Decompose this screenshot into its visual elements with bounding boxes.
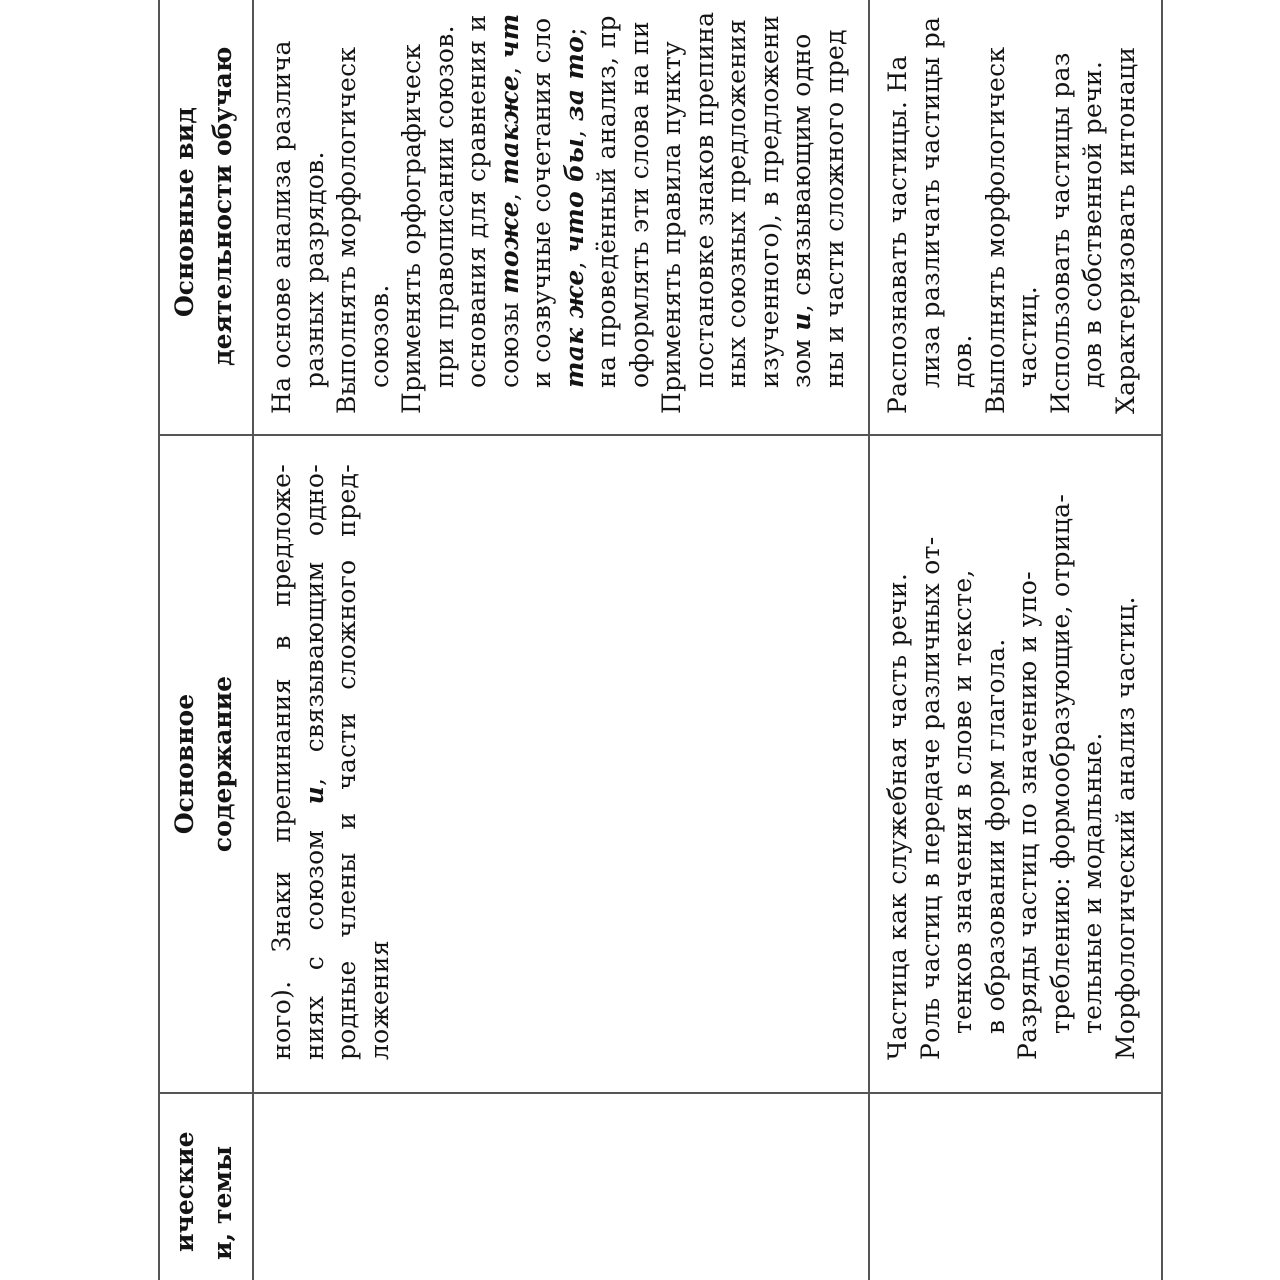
emphasized-word: за то bbox=[559, 35, 589, 122]
column-divider-1 bbox=[158, 1092, 1163, 1094]
text-line: ны и части сложного пред bbox=[819, 29, 849, 388]
text-line: Разряды частиц по значению и упо- bbox=[1013, 571, 1042, 1060]
header-col-content-line2: содержание bbox=[208, 675, 237, 853]
text-line: при правописании союзов. bbox=[429, 25, 459, 388]
table-top-border bbox=[158, 0, 160, 1280]
column-divider-2 bbox=[158, 434, 1163, 436]
text-line: Применять правила пункту bbox=[657, 41, 686, 414]
emphasized-word: тоже bbox=[494, 201, 524, 294]
emphasized-word: что бы bbox=[559, 137, 589, 253]
text-line: на проведённый анализ, пр bbox=[592, 15, 621, 388]
text-line: На основе анализа различа bbox=[267, 40, 296, 414]
text-line: разных разрядов. bbox=[299, 151, 329, 388]
row1-content-cell bbox=[266, 464, 396, 1060]
text-line: изученного), в предложени bbox=[754, 15, 784, 388]
text-line: Использовать частицы раз bbox=[1045, 52, 1075, 414]
text-line: ного). Знаки препинания в предложе- bbox=[267, 464, 296, 1060]
text-line: Распознавать частицы. На bbox=[883, 55, 912, 414]
text-line: союзы тоже, также, чт bbox=[494, 13, 524, 388]
text-line: треблению: формообразующие, отрица- bbox=[1045, 493, 1075, 1034]
text-line: Выполнять морфологическ bbox=[332, 46, 361, 414]
text-line: союзов. bbox=[364, 284, 394, 388]
emphasized-word: так же bbox=[559, 269, 589, 388]
emphasized-word: также bbox=[494, 74, 524, 185]
row1-content-lines bbox=[266, 464, 396, 1060]
text-line: постановке знаков препина bbox=[689, 11, 719, 388]
header-col-activities bbox=[162, 0, 248, 434]
text-line: Частица как служебная часть речи. bbox=[883, 572, 912, 1060]
header-col-topics-line2: и, темы bbox=[208, 1145, 237, 1260]
row2-activities-lines bbox=[882, 0, 1142, 414]
row2-content-cell bbox=[882, 464, 1142, 1060]
header-separator bbox=[252, 0, 254, 1280]
text-line: лиза различать частицы ра bbox=[915, 16, 945, 388]
row1-activities-lines bbox=[266, 0, 851, 414]
header-col-content-line1: Основное bbox=[170, 693, 199, 835]
text-line: основания для сравнения и bbox=[462, 14, 491, 388]
text-line: Морфологический анализ частиц. bbox=[1110, 596, 1140, 1060]
text-line: Характеризовать интонаци bbox=[1110, 46, 1140, 414]
row2-content-lines bbox=[882, 464, 1142, 1060]
emphasized-word: и bbox=[299, 785, 329, 805]
text-line: Применять орфографическ bbox=[397, 43, 426, 414]
header-col-activities-line1: Основные вид bbox=[170, 107, 199, 317]
header-col-topics-line1: ические bbox=[170, 1131, 199, 1252]
text-line: дов в собственной речи. bbox=[1078, 60, 1107, 388]
text-line: ниях с союзом и, связывающим одно- bbox=[299, 464, 329, 1060]
row2-activities-cell bbox=[882, 0, 1160, 414]
header-col-content bbox=[162, 436, 248, 1092]
text-line: тельные и модальные. bbox=[1078, 732, 1107, 1034]
text-line: зом и, связывающим одно bbox=[787, 33, 816, 388]
text-line: родные члены и части сложного пред- bbox=[332, 464, 361, 1060]
text-line: Выполнять морфологическ bbox=[980, 46, 1010, 414]
text-line: Роль частиц в передаче различных от- bbox=[915, 536, 945, 1060]
text-line: частиц. bbox=[1013, 285, 1042, 388]
text-line: оформлять эти слова на пи bbox=[624, 21, 654, 388]
emphasized-word: чт bbox=[494, 13, 524, 59]
header-col-topics bbox=[162, 1100, 248, 1260]
text-line: в образовании форм глагола. bbox=[980, 638, 1010, 1034]
emphasized-word: и bbox=[787, 312, 816, 331]
header-col-activities-line2: деятельности обучаю bbox=[208, 46, 237, 366]
text-line: и созвучные сочетания сло bbox=[527, 17, 556, 388]
text-line: ных союзных предложения bbox=[722, 18, 751, 388]
row1-activities-cell bbox=[266, 0, 866, 414]
table-bottom-border bbox=[1161, 0, 1163, 1280]
text-line: так же, что бы, за то; bbox=[559, 27, 589, 388]
text-line: тенков значения в слове и тексте, bbox=[948, 569, 977, 1034]
row-separator bbox=[868, 0, 870, 1280]
text-line: ложения bbox=[364, 940, 394, 1060]
text-line: дов. bbox=[948, 334, 977, 388]
